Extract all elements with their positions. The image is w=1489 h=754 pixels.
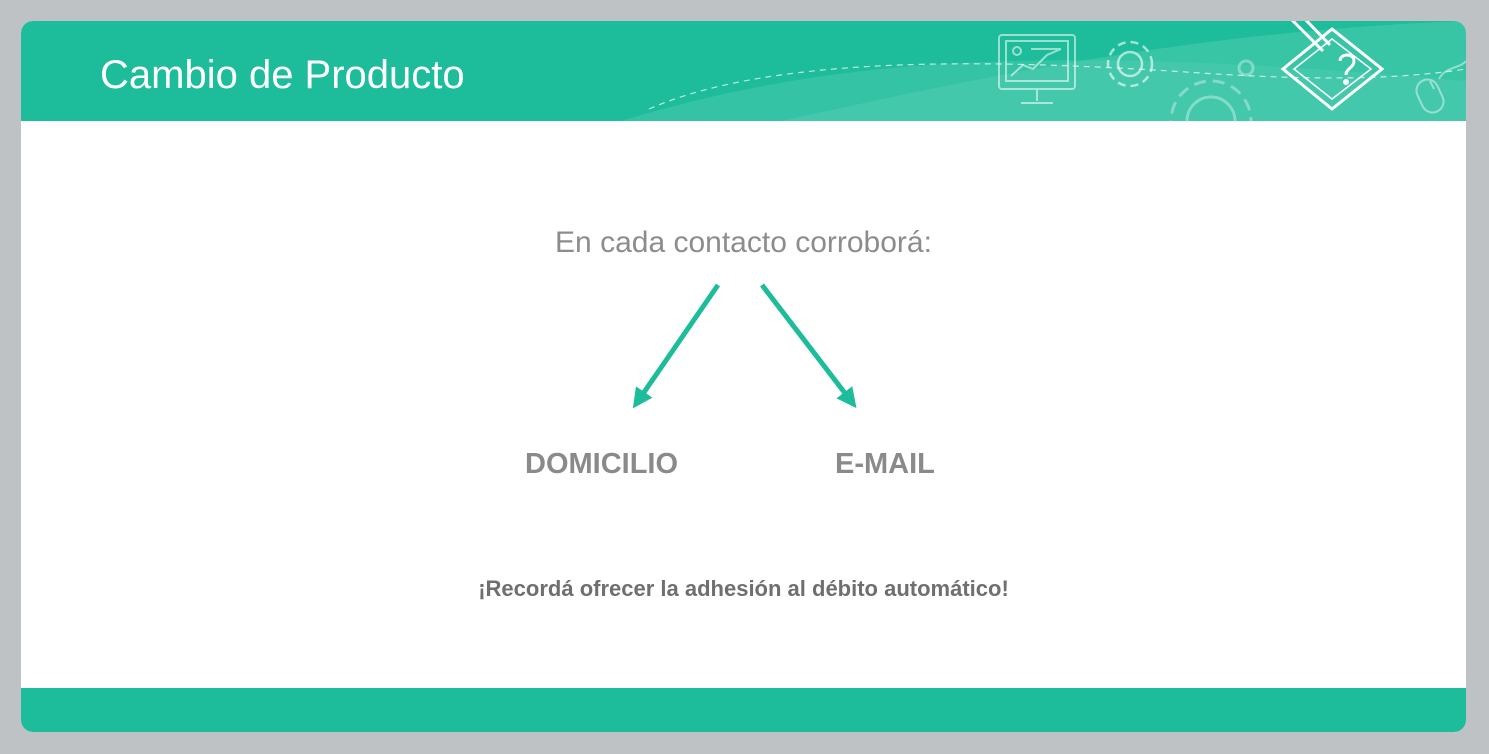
item-email: E-MAIL: [835, 448, 935, 480]
intro-text: En cada contacto corroborá:: [555, 226, 932, 259]
arrows-diagram: [21, 21, 1466, 732]
arrow-left: [638, 285, 718, 401]
arrow-right: [762, 285, 851, 401]
item-domicilio: DOMICILIO: [525, 448, 679, 480]
reminder-text: ¡Recordá ofrecer la adhesión al débito automático!: [478, 576, 1009, 601]
header-banner: [21, 21, 1466, 121]
slide: [21, 21, 1466, 732]
footer-bar: [21, 688, 1466, 732]
page-title: Cambio de Producto: [100, 53, 465, 97]
